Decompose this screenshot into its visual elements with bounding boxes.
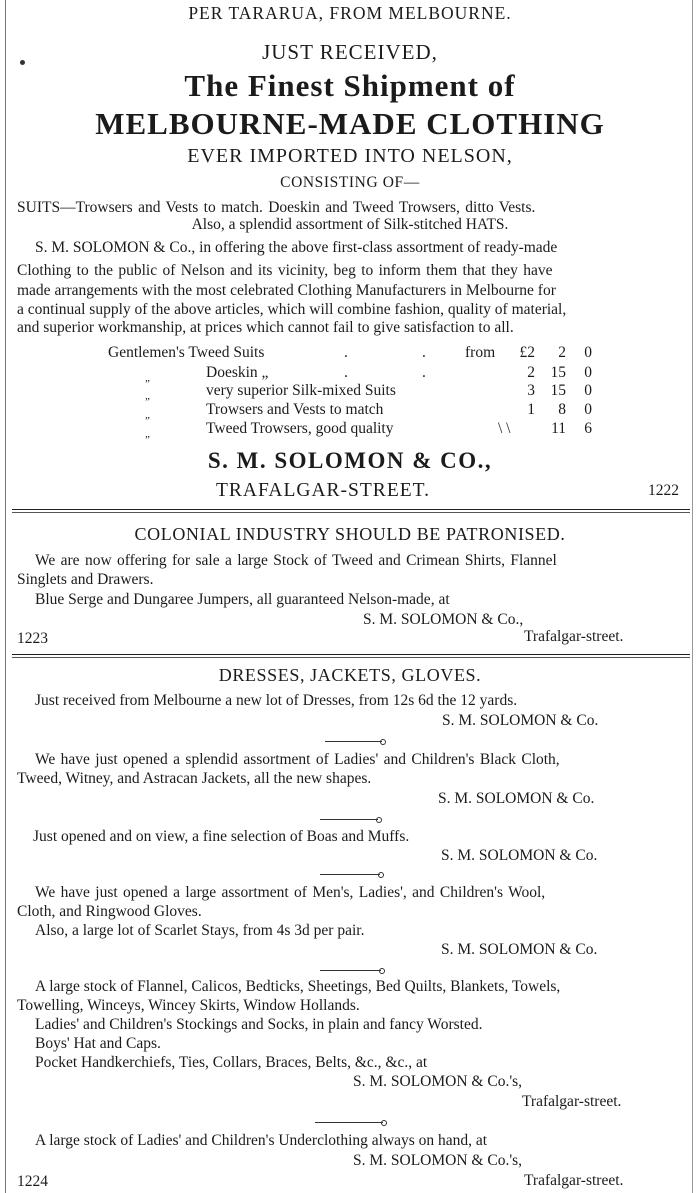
ad1-melbourne-made-clothing: MELBOURNE-MADE CLOTHING (95, 106, 605, 141)
price-from: from (465, 344, 496, 361)
price-pence: 6 (584, 420, 592, 437)
price-item: Tweed Trowsers, good quality (206, 420, 394, 437)
ad3-signature: S. M. SOLOMON & Co.'s, (353, 1073, 523, 1090)
ad3-paragraph: Just opened and on view, a fine selection of Boas and Muffs. (33, 828, 410, 845)
ad1-ever-imported: EVER IMPORTED INTO NELSON, (187, 145, 513, 167)
leader-dot: . (344, 344, 348, 361)
ad3-street: Trafalgar-street. (524, 1172, 624, 1189)
leader-dot: . (344, 364, 348, 381)
ad3-signature: S. M. SOLOMON & Co.'s, (353, 1152, 523, 1169)
ornament-rule (325, 741, 382, 742)
price-item: Gentlemen's Tweed Suits (108, 344, 265, 361)
separator-rule (12, 512, 690, 513)
leader-dot: . (422, 344, 426, 361)
price-pounds: £2 (519, 344, 535, 361)
price-shillings: 8 (558, 401, 566, 418)
ad3-signature: S. M. SOLOMON & Co. (442, 712, 599, 729)
ad2-number: 1223 (17, 630, 48, 647)
ad2-firm: S. M. SOLOMON & Co., (363, 611, 524, 628)
ad3-paragraph: We have just opened a splendid assortment of Ladies' and Children's Black Cloth, (35, 751, 560, 768)
ad3-paragraph: Pocket Handkerchiefs, Ties, Collars, Braces, Belts, &c., &c., at (35, 1054, 428, 1071)
ad1-body-line: Clothing to the public of Nelson and its vicinity, beg to inform them that they have (17, 262, 553, 279)
price-item: very superior Silk-mixed Suits (206, 382, 396, 399)
ad1-finest-shipment: The Finest Shipment of (184, 68, 516, 103)
price-item: Doeskin „ (206, 364, 269, 381)
ad1-suits-line: SUITS—Trowsers and Vests to match. Doeskin and Tweed Trowsers, ditto Vests. (17, 199, 536, 216)
price-shillings: 15 (550, 364, 566, 381)
ad1-header: PER TARARUA, FROM MELBOURNE. (188, 3, 512, 23)
ad1-consisting-of: CONSISTING OF— (280, 174, 420, 191)
ornament-rule (320, 819, 378, 820)
separator-rule (12, 654, 690, 655)
ad1-just-received: JUST RECEIVED, (262, 40, 438, 64)
ad2-street: Trafalgar-street. (524, 628, 624, 645)
ad3-street: Trafalgar-street. (522, 1093, 622, 1110)
price-pence: 0 (584, 401, 592, 418)
price-pounds: 2 (527, 364, 535, 381)
ad2-line: Blue Serge and Dungaree Jumpers, all guaranteed Nelson-made, at (35, 591, 450, 608)
ad2-line: Singlets and Drawers. (17, 571, 154, 588)
ad1-street: TRAFALGAR-STREET. (216, 480, 430, 501)
ad3-signature: S. M. SOLOMON & Co. (441, 847, 598, 864)
ad3-paragraph: Boys' Hat and Caps. (35, 1035, 161, 1052)
ad1-also-line: Also, a splendid assortment of Silk-stitched HATS. (191, 216, 509, 233)
ad3-paragraph: A large stock of Ladies' and Children's Underclothing always on hand, at (35, 1132, 488, 1149)
ad1-body-line: S. M. SOLOMON & Co., in offering the above first-class assortment of ready-made (35, 239, 558, 256)
ad1-body-line: made arrangements with the most celebrated Clothing Manufacturers in Melbourne for (17, 282, 556, 299)
ad3-paragraph: Just received from Melbourne a new lot of Dresses, from 12s 6d the 12 yards. (35, 692, 518, 709)
price-pence: 0 (584, 382, 592, 399)
ad3-paragraph: Also, a large lot of Scarlet Stays, from 4s 3d per pair. (35, 922, 365, 939)
separator-rule (12, 657, 690, 658)
ad3-paragraph: We have just opened a large assortment of Men's, Ladies', and Children's Wool, (35, 884, 546, 901)
price-shillings: 15 (550, 382, 566, 399)
ditto-mark: „ (145, 409, 152, 421)
ad3-signature: S. M. SOLOMON & Co. (438, 790, 595, 807)
ad2-line: We are now offering for sale a large Stock of Tweed and Crimean Shirts, Flannel (35, 552, 557, 569)
ornament-rule (320, 970, 381, 971)
ad3-signature: S. M. SOLOMON & Co. (441, 941, 598, 958)
leader-dot: . (422, 364, 426, 381)
ditto-mark: „ (145, 372, 152, 384)
price-pounds: 3 (527, 382, 535, 399)
price-shillings: 2 (558, 344, 566, 361)
price-pounds: 1 (527, 401, 535, 418)
ad2-header: COLONIAL INDUSTRY SHOULD BE PATRONISED. (134, 524, 566, 544)
ad3-paragraph: Cloth, and Ringwood Gloves. (17, 903, 202, 920)
ad1-firm-name: S. M. SOLOMON & CO., (207, 448, 493, 473)
ad1-body-line: a continual supply of the above articles, which will combine fashion, quality of material, (17, 301, 567, 318)
ditto-mark: „ (145, 428, 152, 440)
price-pence: 0 (584, 344, 592, 361)
ad3-header: DRESSES, JACKETS, GLOVES. (218, 665, 482, 685)
price-pence: 0 (584, 364, 592, 381)
separator-rule (12, 509, 690, 510)
ad3-paragraph: Towelling, Winceys, Wincey Skirts, Window Hollands. (17, 997, 360, 1014)
ad3-number: 1224 (17, 1173, 48, 1190)
ad3-paragraph: Ladies' and Children's Stockings and Socks, in plain and fancy Worsted. (35, 1016, 483, 1033)
ditto-mark: „ (145, 390, 152, 402)
ad3-paragraph: A large stock of Flannel, Calicos, Bedticks, Sheetings, Bed Quilts, Blankets, Towels, (35, 978, 561, 995)
ad1-body-line: and superior workmanship, at prices which cannot fail to give satisfaction to all. (17, 319, 514, 336)
ornament-rule (320, 874, 380, 875)
ad1-number: 1222 (648, 482, 679, 499)
ad3-paragraph: Tweed, Witney, and Astracan Jackets, all the new shapes. (17, 770, 372, 787)
print-smudge: \ \ (498, 420, 511, 437)
ornament-rule (315, 1122, 383, 1123)
price-item: Trowsers and Vests to match (206, 401, 384, 418)
price-shillings: 11 (551, 420, 566, 437)
